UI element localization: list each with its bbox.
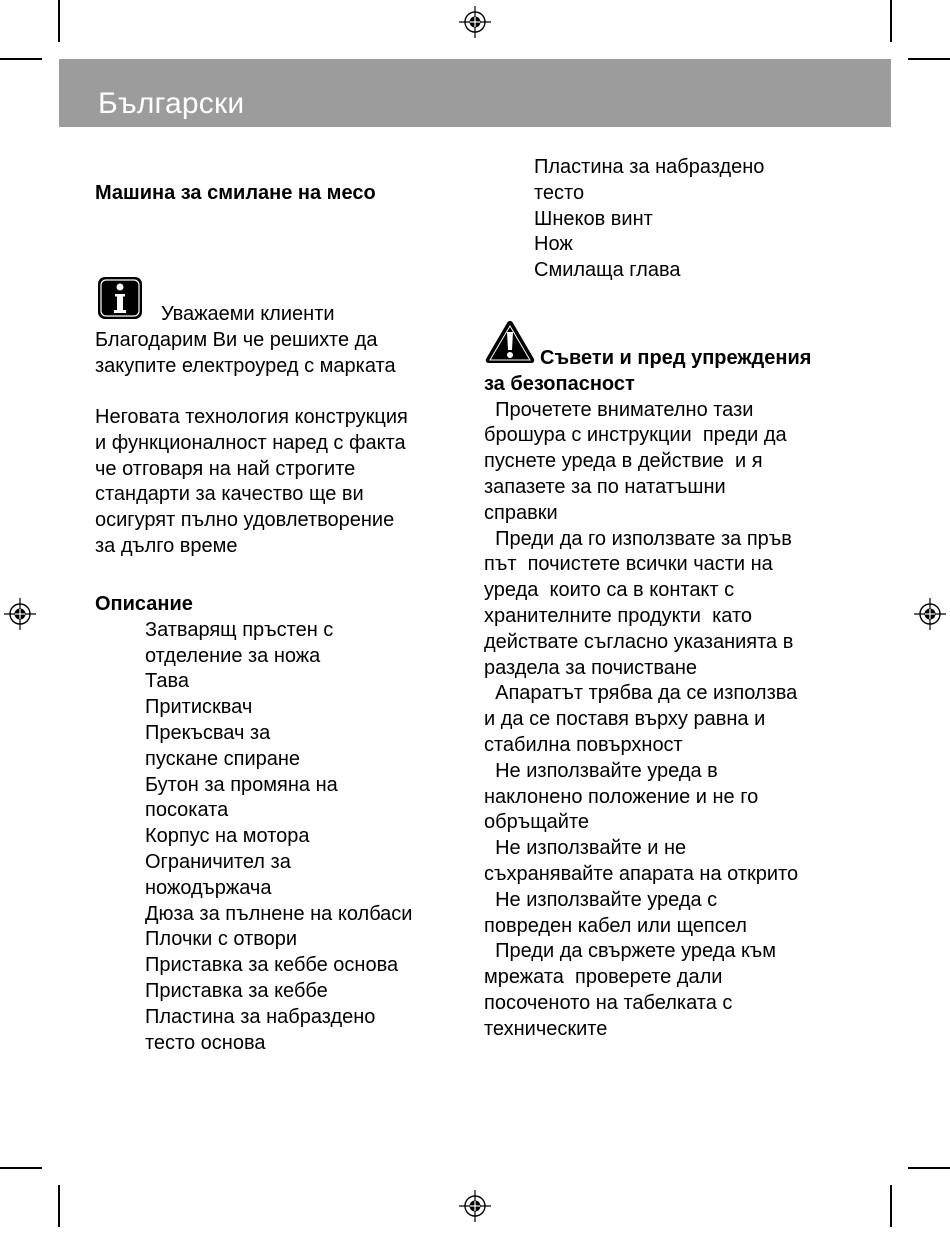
safety-line: Прочетете внимателно тази <box>484 398 754 421</box>
safety-line: и да се поставя върху равна и <box>484 708 766 731</box>
safety-line: път почистете всички части на <box>484 553 773 576</box>
safety-line: наклонено положение и не го <box>484 785 759 808</box>
safety-line: раздела за почистване <box>484 656 698 679</box>
crop-mark <box>58 1185 60 1227</box>
list-item: тесто основа <box>145 1031 266 1054</box>
safety-line: повреден кабел или щепсел <box>484 914 747 937</box>
list-item: Смилаща глава <box>534 259 681 282</box>
safety-line: действате съгласно указанията в <box>484 630 794 653</box>
crop-mark <box>58 0 60 42</box>
product-title: Машина за смилане на месо <box>95 182 376 204</box>
safety-line: Не използвайте уреда в <box>484 759 718 782</box>
list-item: Приставка за кеббе <box>145 979 328 1002</box>
list-item: Затварящ пръстен с <box>145 618 334 641</box>
crop-mark <box>0 1167 42 1169</box>
greeting: Уважаеми клиенти <box>161 303 335 325</box>
list-item: Шнеков винт <box>534 207 653 230</box>
paragraph-line: че отговаря на най строгите <box>95 457 356 480</box>
safety-line: пуснете уреда в действие и я <box>484 450 763 473</box>
paragraph-line: и функционалност наред с факта <box>95 431 406 454</box>
list-item: Бутон за промяна на <box>145 773 338 796</box>
list-item: Нож <box>534 233 573 256</box>
list-item: посоката <box>145 799 229 822</box>
paragraph-line: осигурят пълно удовлетворение <box>95 509 395 532</box>
list-item: Пластина за набраздено <box>145 1005 376 1028</box>
safety-line: мрежата проверете дали <box>484 966 723 989</box>
description-continued <box>534 155 874 284</box>
list-item: тесто <box>534 181 585 204</box>
list-item: Корпус на мотора <box>145 825 310 848</box>
safety-heading: Съвети и пред упреждения <box>540 347 812 369</box>
registration-mark-icon <box>459 1190 491 1222</box>
safety-line: стабилна повърхност <box>484 733 683 756</box>
safety-line: посоченото на табелката с <box>484 991 733 1014</box>
intro-line: закупите електроуред с марката <box>95 354 396 377</box>
safety-section <box>484 346 854 1043</box>
list-item: Приставка за кеббе основа <box>145 954 399 977</box>
safety-line: уреда които са в контакт с <box>484 579 735 602</box>
list-item: пускане спиране <box>145 747 301 770</box>
list-item: ножодържача <box>145 876 272 899</box>
list-item: Пластина за набраздено <box>534 156 765 178</box>
list-item: Притисквач <box>145 696 253 719</box>
safety-line: обръщайте <box>484 811 590 834</box>
page-title: Български <box>98 87 245 120</box>
technology-paragraph <box>95 405 465 560</box>
registration-mark-icon <box>4 598 36 630</box>
left-column <box>95 181 465 207</box>
crop-mark <box>0 58 42 60</box>
crop-mark <box>908 1167 950 1169</box>
safety-heading-continued: за безопасност <box>484 372 635 395</box>
greeting-block <box>95 302 465 379</box>
list-item: Ограничител за <box>145 850 291 873</box>
paragraph-line: Неговата технология конструкция <box>95 406 408 428</box>
safety-line: брошура с инструкции преди да <box>484 424 787 447</box>
list-item: Тава <box>145 670 189 693</box>
safety-line: Преди да свържете уреда към <box>484 940 777 963</box>
safety-line: Не използвайте и не <box>484 837 687 860</box>
list-item: Дюза за пълнене на колбаси <box>145 902 413 925</box>
safety-line: съхранявайте апарата на открито <box>484 862 799 885</box>
crop-mark <box>890 0 892 42</box>
safety-line: Не използвайте уреда с <box>484 888 718 911</box>
crop-mark <box>890 1185 892 1227</box>
safety-line: Преди да го използвате за пръв <box>484 527 792 550</box>
registration-mark-icon <box>914 598 946 630</box>
list-item: отделение за ножа <box>145 644 321 667</box>
safety-line: техническите <box>484 1017 608 1040</box>
list-item: Плочки с отвори <box>145 928 298 951</box>
safety-line: справки <box>484 501 558 524</box>
registration-mark-icon <box>459 6 491 38</box>
safety-line: хранителните продукти като <box>484 604 753 627</box>
safety-line: Апаратът трябва да се използва <box>484 682 798 705</box>
paragraph-line: стандарти за качество ще ви <box>95 483 364 506</box>
safety-line: запазете за по нататъшни <box>484 475 726 498</box>
paragraph-line: за дълго време <box>95 534 238 557</box>
description-heading: Описание <box>95 593 193 615</box>
language-header <box>59 59 891 127</box>
crop-mark <box>908 58 950 60</box>
intro-line: Благодарим Ви че решихте да <box>95 328 378 351</box>
list-item: Прекъсвач за <box>145 721 271 744</box>
description-section <box>95 592 465 1056</box>
